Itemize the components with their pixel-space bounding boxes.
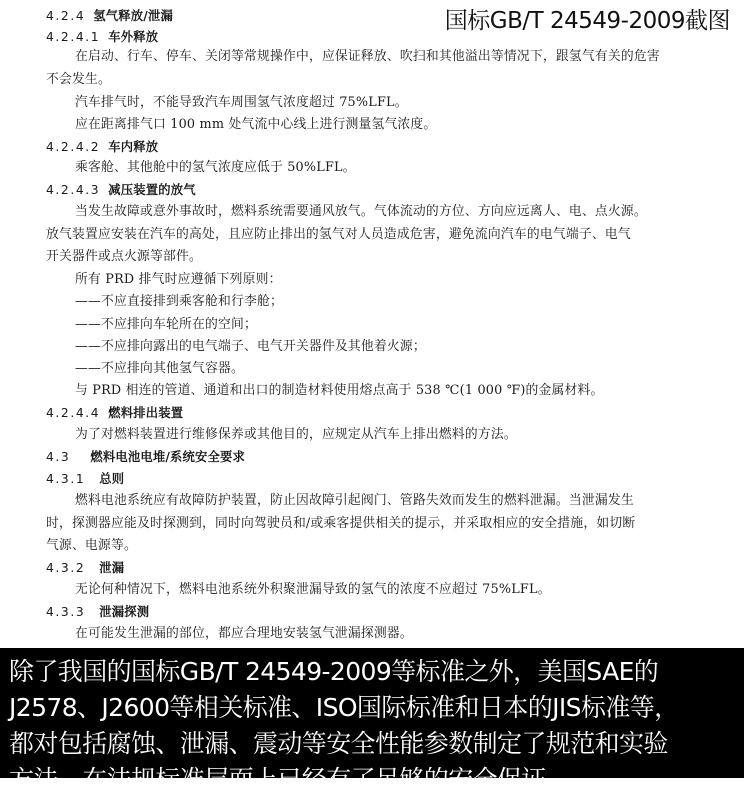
caption-line: J2578、J2600等相关标准、ISO国际标准和日本的JIS标准等， [9, 693, 679, 722]
section-title: 氢气释放/泄漏 [93, 9, 173, 23]
paragraph-line: 当发生故障或意外事故时，燃料系统需要通风放气。气体流动的方位、方向应远离人、电、点火源。 [75, 204, 647, 219]
heading-4-3-1 [46, 470, 124, 488]
caption-line: 方法，在法规标准层面上已经有了足够的安全保证。 [9, 765, 571, 794]
section-title: 燃料电池电堆/系统安全要求 [90, 450, 246, 464]
paragraph-line: 应在距离排气口 100 mm 处气流中心线上进行测量氢气浓度。 [75, 117, 437, 132]
paragraph-line: 开关器件或点火源等部件。 [46, 249, 202, 264]
paragraph-line: 所有 PRD 排气时应遵循下列原则： [75, 272, 282, 287]
heading-4-3-2 [46, 559, 124, 577]
caption-line: 都对包括腐蚀、泄漏、震动等安全性能参数制定了规范和实验 [9, 729, 668, 758]
paragraph-line: 与 PRD 相连的管道、通道和出口的制造材料使用熔点高于 538 ℃(1 000 ℉)的金属材料。 [75, 383, 604, 398]
heading-4-3 [46, 448, 245, 466]
section-number: 4.2.4.1 [46, 30, 101, 44]
section-title: 车外释放 [108, 30, 159, 44]
paragraph-line: 无论何种情况下，燃料电池系统外积聚泄漏导致的氢气的浓度不应超过 75%LFL。 [75, 582, 551, 597]
heading-4-2-4-2 [46, 138, 158, 156]
heading-4-2-4 [46, 7, 173, 25]
paragraph-line: 燃料电池系统应有故障防护装置，防止因故障引起阀门、管路失效而发生的燃料泄漏。当泄漏发生 [75, 493, 634, 508]
caption-line: 除了我国的国标GB/T 24549-2009等标准之外，美国SAE的 [9, 657, 659, 686]
paragraph-line: 不会发生。 [46, 72, 111, 87]
section-title: 泄漏 [99, 561, 125, 575]
section-title: 车内释放 [108, 140, 159, 154]
paragraph-line: 在启动、行车、停车、关闭等常规操作中，应保证释放、吹扫和其他溢出等情况下，跟氢气有关的危害 [75, 49, 660, 64]
section-number: 4.2.4.4 [46, 406, 101, 420]
section-number: 4.3.1 [46, 472, 86, 486]
section-number: 4.2.4.2 [46, 140, 101, 154]
section-number: 4.2.4 [46, 9, 86, 23]
section-number: 4.3.3 [46, 605, 86, 619]
section-number: 4.3.2 [46, 561, 86, 575]
heading-4-2-4-4 [46, 404, 183, 422]
section-title: 减压装置的放气 [108, 183, 196, 197]
paragraph-line: 气源、电源等。 [46, 538, 137, 553]
section-title: 总则 [99, 472, 125, 486]
bottom-caption-banner [0, 648, 744, 794]
list-item: ——不应直接排到乘客舱和行李舱； [75, 294, 283, 309]
standard-caption-tag: 国标GB/T 24549-2009截图 [444, 8, 730, 34]
section-title: 燃料排出装置 [108, 406, 184, 420]
paragraph-line: 为了对燃料装置进行维修保养或其他目的，应规定从汽车上排出燃料的方法。 [75, 427, 517, 442]
heading-4-3-3 [46, 603, 149, 621]
heading-4-2-4-1 [46, 28, 158, 46]
list-item: ——不应排向其他氢气容器。 [75, 361, 244, 376]
section-number: 4.2.4.3 [46, 183, 101, 197]
paragraph-line: 在可能发生泄漏的部位，都应合理地安装氢气泄漏探测器。 [75, 626, 413, 641]
paragraph-line: 放气装置应安装在汽车的高处，且应防止排出的氢气对人员造成危害，避免流向汽车的电气端子、电气 [46, 227, 631, 242]
paragraph-line: 乘客舱、其他舱中的氢气浓度应低于 50%LFL。 [75, 160, 356, 175]
paragraph-line: 汽车排气时，不能导致汽车周围氢气浓度超过 75%LFL。 [75, 95, 408, 110]
heading-4-2-4-3 [46, 181, 196, 199]
list-item: ——不应排向车轮所在的空间； [75, 317, 257, 332]
section-title: 泄漏探测 [99, 605, 150, 619]
list-item: ——不应排向露出的电气端子、电气开关器件及其他着火源； [75, 339, 426, 354]
paragraph-line: 时，探测器应能及时探测到，同时向驾驶员和/或乘客提供相关的提示，并采取相应的安全措施，如切断 [46, 516, 636, 531]
section-number: 4.3 [46, 450, 71, 464]
